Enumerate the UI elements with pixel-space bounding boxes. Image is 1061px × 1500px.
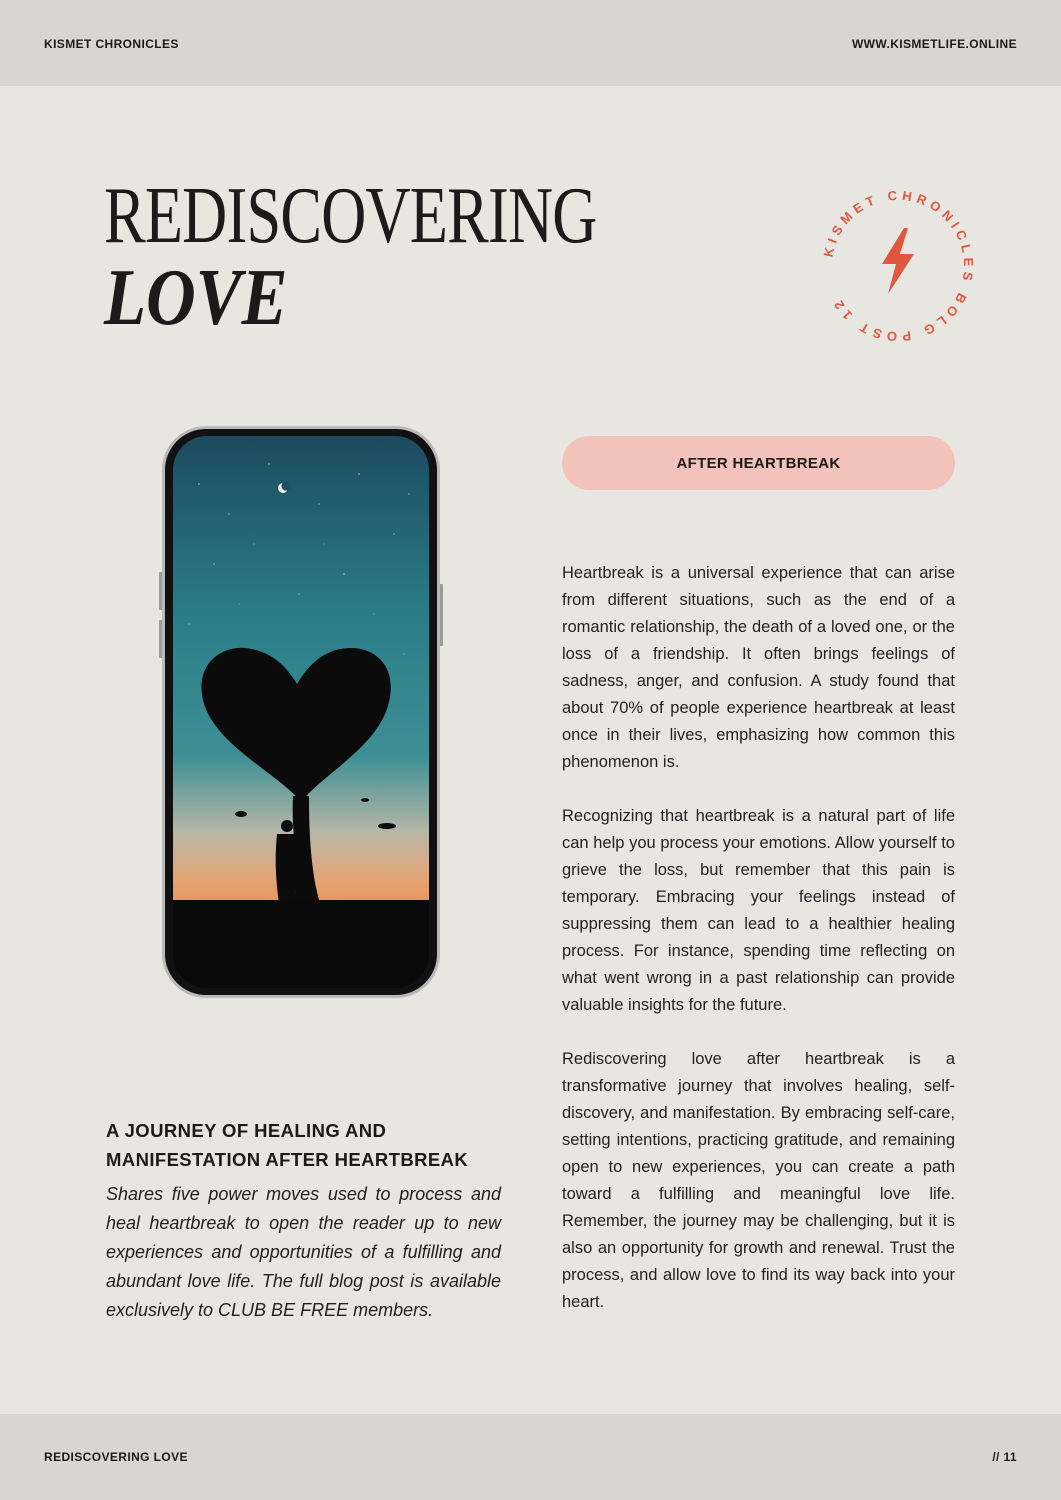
article-body — [562, 560, 955, 1343]
page-title-line2: LOVE — [104, 254, 288, 342]
brand-name: KISMET CHRONICLES — [44, 37, 179, 51]
blog-post-stamp — [810, 178, 986, 354]
footer-bar — [0, 1414, 1061, 1500]
feature-description: Shares five power moves used to process and heal heartbreak to open the reader up to new experiences and opportunities of a fulfilling and abundant love life. The full blog post is available exclusively to CLUB BE FREE members. — [106, 1184, 501, 1320]
feature-heading-line2: MANIFESTATION AFTER HEARTBREAK — [106, 1149, 469, 1170]
feature-heading — [106, 1116, 506, 1174]
footer-title: REDISCOVERING LOVE — [44, 1450, 188, 1464]
body-paragraph: Heartbreak is a universal experience that can arise from different situations, such as the end of a romantic relationship, the death of a loved one, or the loss of a friendship. It often brings feelings of sadness, anger, and confusion. A study found that about 70% of people experience heartbreak at least once in their lives, emphasizing how common this phenomenon is. — [562, 564, 955, 771]
header-bar — [0, 0, 1061, 86]
body-paragraph: Recognizing that heartbreak is a natural part of life can help you process your emotions. Allow yourself to grieve the loss, but remember that this pain is temporary. Embracing your feelings instead of suppressing them can lead to a healthier healing process. For instance, spending time reflecting on what went wrong in a past relationship can provide valuable insights for the future. — [562, 807, 955, 1014]
body-paragraph: Rediscovering love after heartbreak is a transformative journey that involves healing, self-discovery, and manifestation. By embracing self-care, setting intentions, practicing gratitude, and remaining open to new experiences, you can create a path toward a fulfilling and meaningful love life. Remember, the journey may be challenging, but it is also an opportunity for growth and renewal. Trust the process, and allow love to find its way back into your heart. — [562, 1050, 955, 1311]
website-link[interactable]: WWW.KISMETLIFE.ONLINE — [851, 37, 1017, 51]
phone-screen-image — [173, 436, 429, 990]
stamp-ring-text: KISMET CHRONICLES BOLG POST 12 — [820, 187, 977, 345]
phone-mockup — [159, 424, 443, 1000]
lightning-bolt-icon — [882, 228, 914, 294]
section-tag: AFTER HEARTBREAK — [562, 436, 955, 490]
page-number: // 11 — [992, 1450, 1017, 1464]
page-title-line1: REDISCOVERING — [104, 172, 597, 260]
feature-heading-line1: A JOURNEY OF HEALING AND — [106, 1120, 387, 1141]
